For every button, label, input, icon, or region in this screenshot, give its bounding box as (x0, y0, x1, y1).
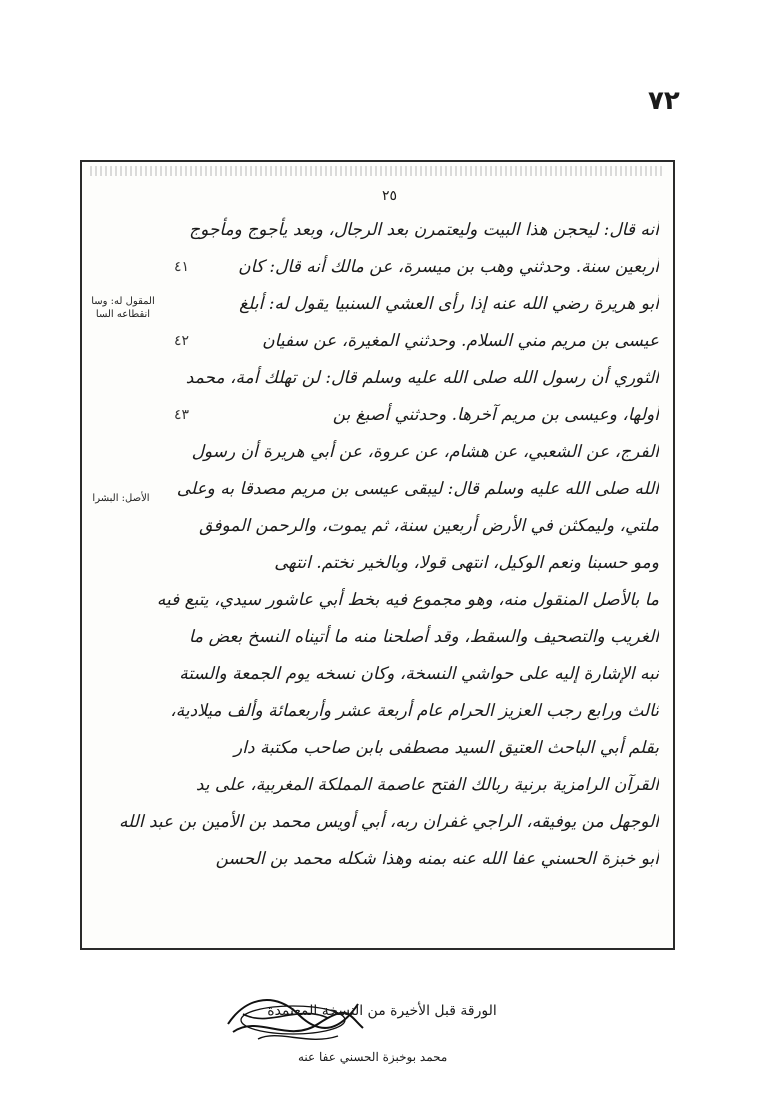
margin-note: الأصل: البشرا (92, 493, 150, 504)
manuscript-line: الغريب والتصحيف والسقط، وقد أصلحنا منه ما أتيناه النسخ بعض ما (188, 627, 659, 647)
manuscript-body (98, 212, 659, 878)
margin-note: المقول له: وسا انقطاعه السا (91, 296, 155, 320)
manuscript-line: ومو حسبنا ونعم الوكيل، انتهى قولا، وبالخير نختم. انتهى (274, 553, 659, 573)
manuscript-line: أولها، وعيسى بن مريم آخرها. وحدثني أصبغ بن (332, 405, 659, 425)
manuscript-line: الفرج، عن الشعبي، عن هشام، عن عروة، عن أبي هريرة أن رسول (191, 442, 659, 462)
scan-noise-band (90, 166, 665, 176)
manuscript-line: ما بالأصل المنقول منه، وهو مجموع فيه بخط أبي عاشور سيدي، يتبع فيه (156, 590, 659, 610)
manuscript-line: القرآن الرامزية برنية ربالك الفتح عاصمة المملكة المغربية، على يد (195, 775, 659, 795)
signature-caption: محمد بوخبزة الحسني عفا عنه (298, 1050, 448, 1064)
manuscript-line: أنه قال: ليحجن هذا البيت وليعتمرن بعد الرجال، وبعد يأجوج ومأجوج (189, 220, 659, 240)
manuscript-line: أربعين سنة. وحدثني وهب بن ميسرة، عن مالك أنه قال: كان (238, 257, 659, 277)
folio-number: ٢٥ (382, 188, 398, 204)
manuscript-line: عيسى بن مريم مني السلام. وحدثني المغيرة، عن سفيان (262, 331, 659, 351)
manuscript-line: أبو خبزة الحسني عفا الله عنه بمنه وهذا شكله محمد بن الحسن (215, 849, 659, 869)
manuscript-line: نبه الإشارة إليه على حواشي النسخة، وكان نسخه يوم الجمعة والستة (179, 664, 659, 684)
manuscript-line: بقلم أبي الباحث العتيق السيد مصطفى بابن صاحب مكتبة دار (234, 738, 659, 758)
manuscript-line: الوجهل من يوفيقه، الراجي غفران ربه، أبي أويس محمد بن الأمين بن عبد الله (118, 812, 659, 832)
manuscript-line: ملتي، وليمكثن في الأرض أربعين سنة، ثم يموت، والرحمن الموفق (199, 516, 659, 536)
manuscript-line: ثالث ورابع رجب العزيز الحرام عام أربعة عشر وأربعمائة وألف ميلادية، (170, 701, 659, 721)
page-number: ٧٢ (648, 86, 680, 116)
page-caption: الورقة قبل الأخيرة من النسخة المعتمدة (267, 1003, 497, 1019)
manuscript-line: أبو هريرة رضي الله عنه إذا رأى العشي السنبيا يقول له: أبلغ (239, 294, 659, 314)
manuscript-line: الله صلى الله عليه وسلم قال: ليبقى عيسى بن مريم مصدقا به وعلى (176, 479, 659, 499)
verse-number: ٤٣ (174, 407, 190, 423)
verse-number: ٤٢ (174, 333, 190, 349)
verse-number: ٤١ (174, 259, 190, 275)
manuscript-line: الثوري أن رسول الله صلى الله عليه وسلم قال: لن تهلك أمة، محمد (185, 368, 659, 388)
